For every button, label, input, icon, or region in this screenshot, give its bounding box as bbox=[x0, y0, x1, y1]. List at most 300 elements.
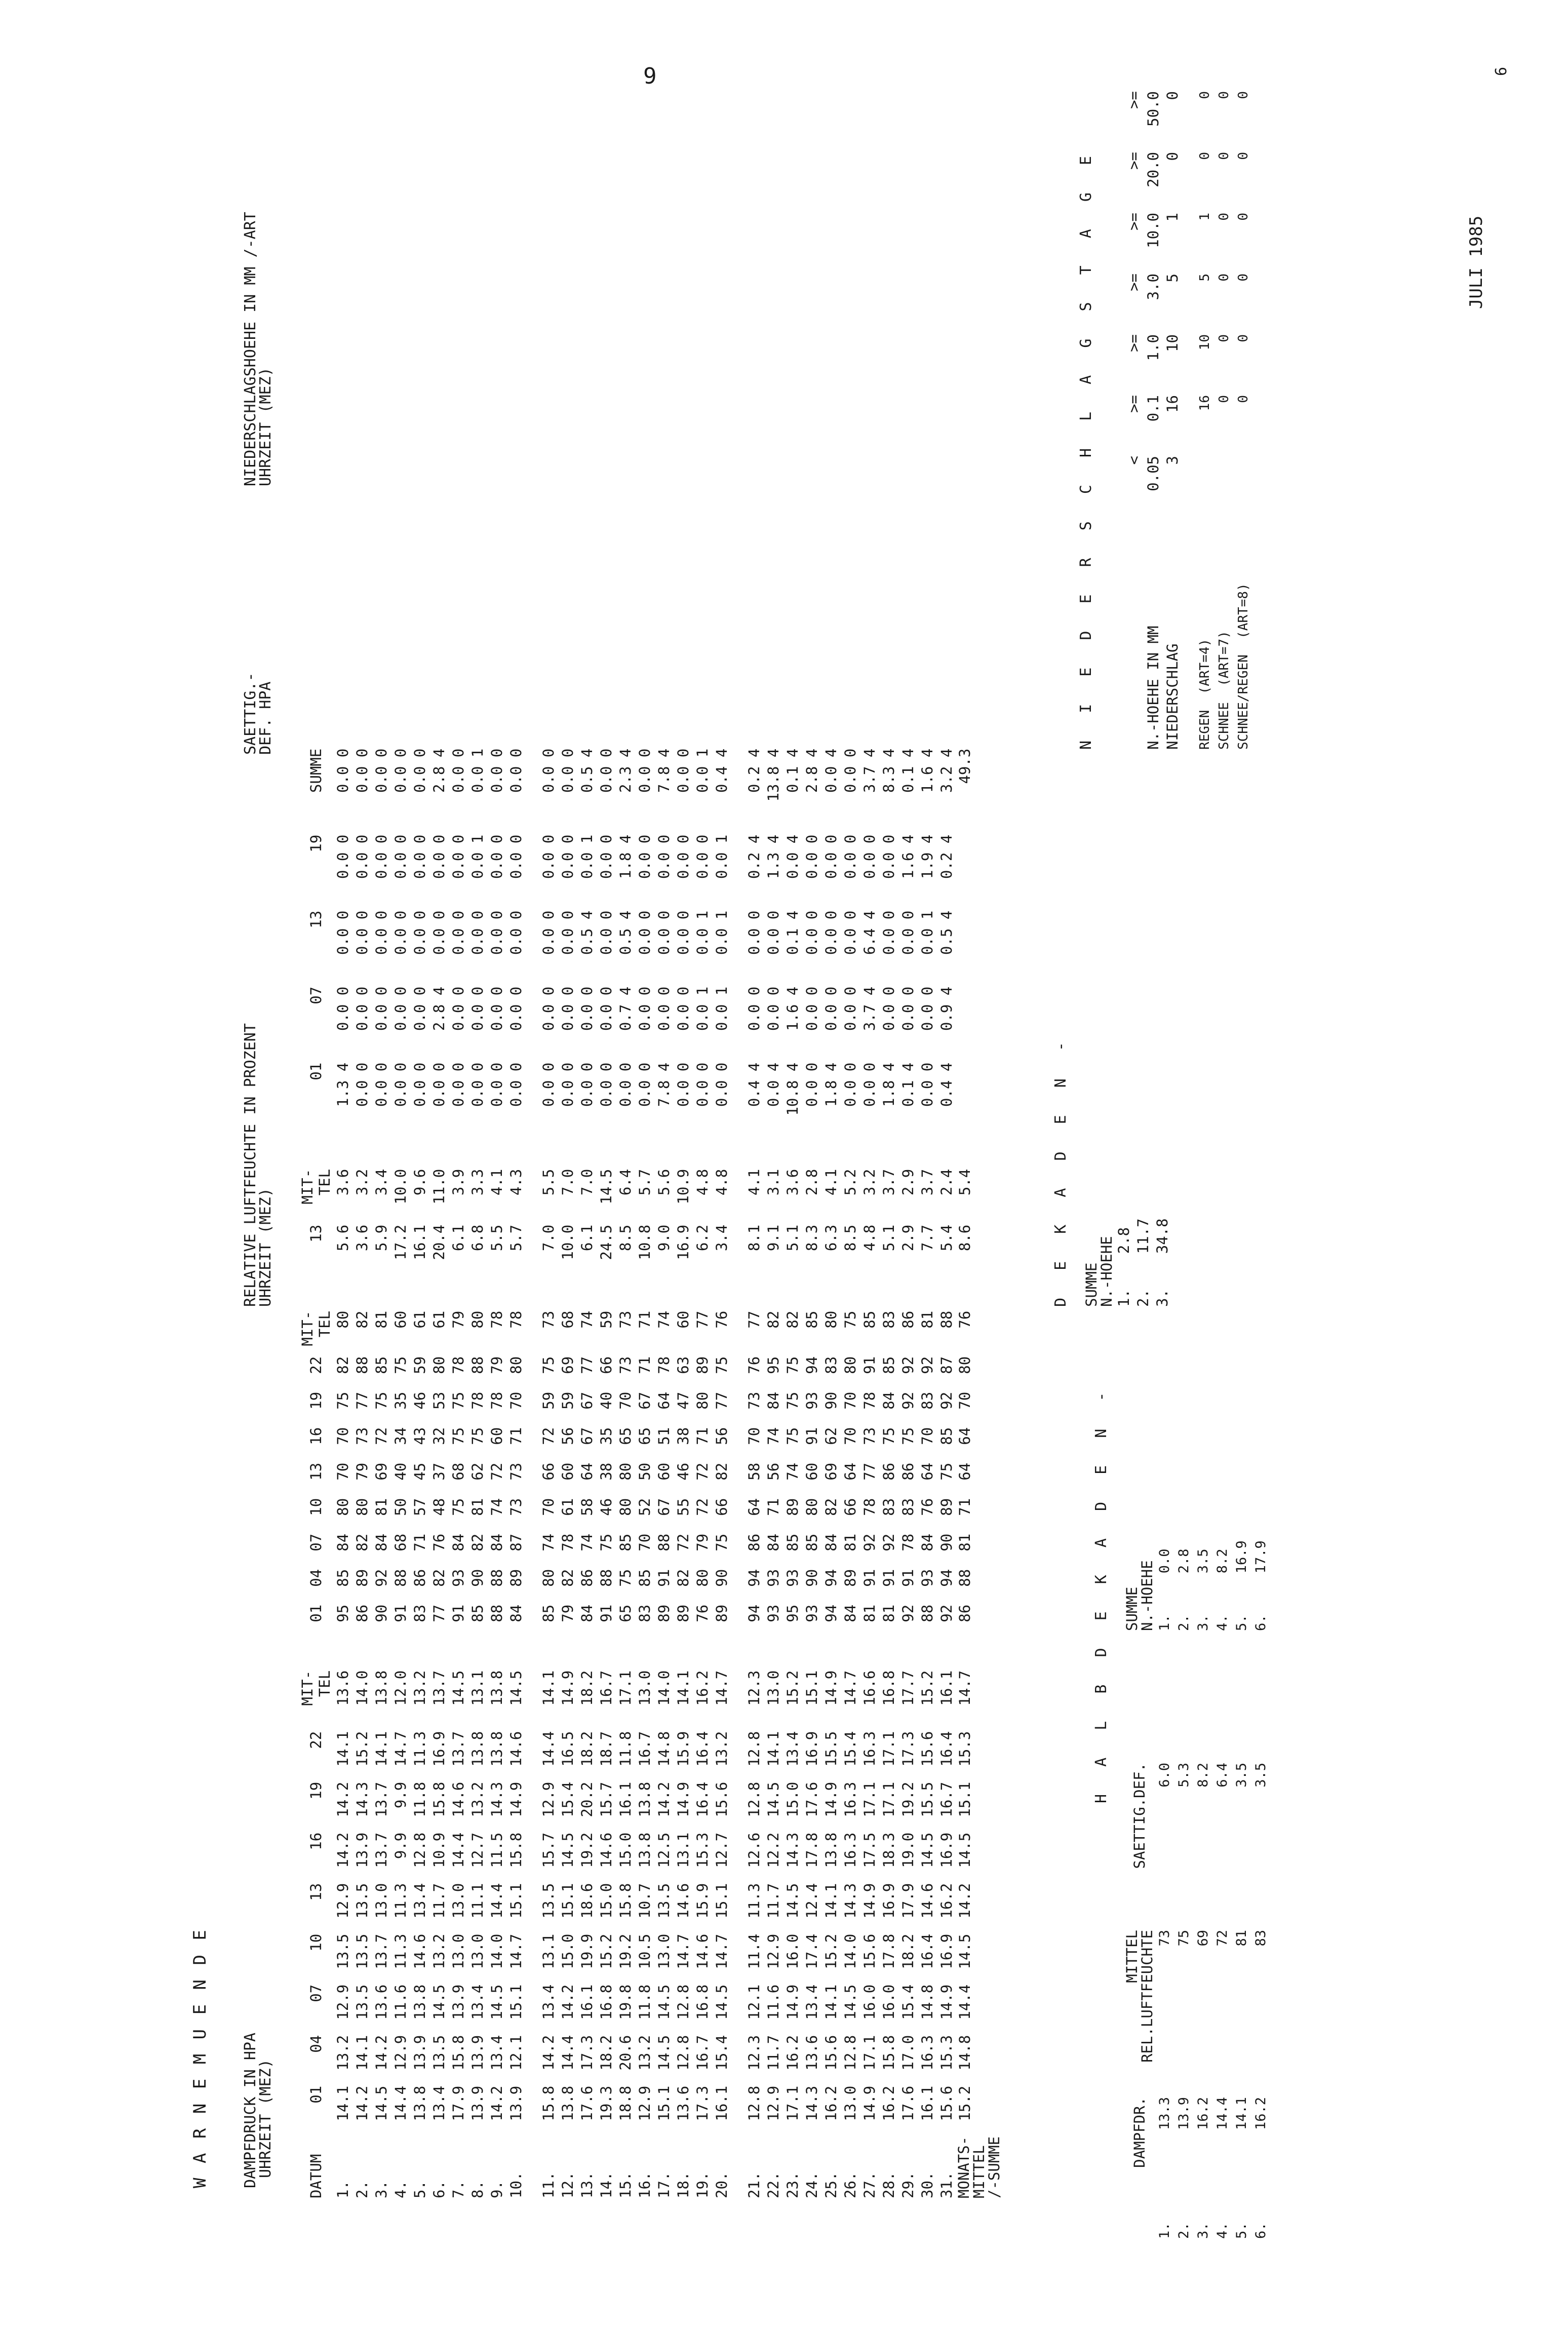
dp-cell: 12.8 bbox=[746, 2085, 763, 2121]
monats-rh-mittel: 76 bbox=[956, 1310, 973, 1329]
rh-cell: 81 bbox=[842, 1533, 859, 1551]
spacer bbox=[635, 1139, 654, 1169]
dp-cell: 16.1 bbox=[617, 1781, 634, 1817]
pr-cell: 0.0 0 bbox=[430, 910, 448, 955]
rh-cell: 90 bbox=[469, 1569, 486, 1587]
rh-cell: 95 bbox=[765, 1356, 782, 1374]
rh-cell: 90 bbox=[803, 1569, 820, 1587]
hd-sum: 1. 0.0 bbox=[1156, 1548, 1172, 1631]
rh-cell: 59 bbox=[559, 1391, 576, 1410]
datum-cell: 24. bbox=[803, 2171, 820, 2198]
rh-cell: 70 bbox=[842, 1391, 859, 1410]
rh-cell: 82 bbox=[713, 1462, 730, 1481]
pr-summe-cell: 2.3 4 bbox=[617, 748, 634, 793]
datum-cell: 16. bbox=[636, 2171, 653, 2198]
hd-sd: 6.4 bbox=[1214, 1763, 1230, 1788]
rh-mittel-cell: 75 bbox=[842, 1310, 859, 1329]
rh-cell: 88 bbox=[488, 1604, 505, 1622]
sat13-cell: 5.5 bbox=[488, 1224, 505, 1252]
pr-cell: 0.0 0 bbox=[842, 986, 859, 1031]
rh-mittel-cell: 88 bbox=[938, 1310, 955, 1329]
rh-cell: 85 bbox=[784, 1533, 801, 1551]
sat-mittel-cell: 3.2 bbox=[861, 1169, 878, 1196]
pr-summe-cell: 0.0 0 bbox=[392, 748, 409, 793]
hd-rh: 72 bbox=[1214, 1930, 1230, 1947]
dp-cell: 12.3 bbox=[746, 2035, 763, 2071]
rh-cell: 90 bbox=[822, 1391, 840, 1410]
rh-cell: 84 bbox=[919, 1533, 936, 1551]
nt-art-cell: 0 bbox=[1236, 274, 1251, 282]
rh-cell: 76 bbox=[919, 1498, 936, 1516]
dp-hour-header: 13 bbox=[307, 1883, 325, 1901]
niederschlagstage-table bbox=[1124, 91, 1253, 750]
rh-mittel-cell: 82 bbox=[354, 1310, 371, 1329]
sat-mittel-cell: 10.9 bbox=[675, 1169, 692, 1205]
pr-cell: 0.0 1 bbox=[713, 834, 730, 879]
dekaden-title: D E K A D E N - bbox=[1052, 1033, 1070, 1307]
rh-cell: 94 bbox=[938, 1569, 955, 1587]
dp-hour-header: 22 bbox=[307, 1731, 325, 1749]
dp-cell: 14.5 bbox=[765, 1781, 782, 1817]
monats-sat-mittel: 5.4 bbox=[956, 1169, 973, 1196]
rh-cell: 83 bbox=[636, 1604, 653, 1622]
dp-cell: 15.1 bbox=[559, 1883, 576, 1919]
rh-cell: 70 bbox=[842, 1427, 859, 1445]
rh-cell: 60 bbox=[488, 1427, 505, 1445]
dp-cell: 15.0 bbox=[598, 1883, 615, 1919]
sat-mittel-cell: 3.6 bbox=[334, 1169, 351, 1196]
saettig-header: SAETTIG.- DEF. HPA bbox=[242, 672, 275, 755]
dp-cell: 12.5 bbox=[655, 1832, 673, 1868]
spacer bbox=[764, 1139, 783, 1169]
dp-cell: 15.8 bbox=[617, 1883, 634, 1919]
pr-summe-cell: 0.0 0 bbox=[450, 748, 467, 793]
dp-cell: 13.5 bbox=[354, 1883, 371, 1919]
rh-cell: 91 bbox=[450, 1604, 467, 1622]
sat13-cell: 8.1 bbox=[746, 1224, 763, 1252]
dp-cell: 14.1 bbox=[822, 1984, 840, 2020]
pr-cell: 0.0 4 bbox=[784, 834, 801, 879]
pr-cell: 0.9 4 bbox=[938, 986, 955, 1031]
pr-hour-header: 01 bbox=[307, 1062, 325, 1080]
rh-mittel-cell: 83 bbox=[880, 1310, 897, 1329]
spacer bbox=[506, 1139, 526, 1169]
rh-cell: 93 bbox=[803, 1391, 820, 1410]
spacer bbox=[674, 1640, 693, 1671]
rh-cell: 78 bbox=[899, 1533, 917, 1551]
dp-cell: 14.4 bbox=[540, 1731, 557, 1767]
rh-cell: 66 bbox=[598, 1356, 615, 1374]
nt-niederschlag-cell: 5 bbox=[1164, 274, 1181, 283]
nt-threshold: 0.1 bbox=[1145, 395, 1162, 422]
dp-cell: 13.2 bbox=[469, 1781, 486, 1817]
rh-cell: 76 bbox=[694, 1604, 711, 1622]
pr-cell: 0.0 0 bbox=[598, 910, 615, 955]
rh-cell: 64 bbox=[842, 1462, 859, 1481]
sat13-cell: 5.6 bbox=[334, 1224, 351, 1252]
spacer bbox=[860, 1280, 879, 1311]
rh-cell: 88 bbox=[392, 1569, 409, 1587]
rh-cell: 70 bbox=[507, 1391, 525, 1410]
rh-cell: 70 bbox=[334, 1427, 351, 1445]
pr-cell: 0.0 1 bbox=[694, 986, 711, 1031]
pr-cell: 0.0 0 bbox=[559, 834, 576, 879]
rh-cell: 73 bbox=[507, 1462, 525, 1481]
spacer bbox=[674, 1139, 693, 1169]
pr-cell: 0.0 0 bbox=[540, 834, 557, 879]
dp-cell: 13.7 bbox=[373, 1933, 390, 1969]
rh-cell: 75 bbox=[784, 1391, 801, 1410]
rh-cell: 48 bbox=[430, 1498, 448, 1516]
nt-art-label: REGEN (ART=4) bbox=[1197, 638, 1212, 750]
table-row bbox=[783, 749, 802, 2198]
dp-hour-header: 16 bbox=[307, 1832, 325, 1850]
spacer bbox=[1195, 456, 1214, 517]
dp-cell: 14.9 bbox=[507, 1781, 525, 1817]
hd-col-header: MITTEL REL.LUFTFEUCHTE bbox=[1123, 1930, 1156, 2063]
dp-cell: 13.0 bbox=[469, 1933, 486, 1969]
dp-cell: 11.3 bbox=[392, 1933, 409, 1969]
dp-cell: 12.4 bbox=[803, 1883, 820, 1919]
dp-cell: 13.9 bbox=[469, 2035, 486, 2071]
spacer bbox=[449, 1280, 468, 1311]
pr-summe-cell: 0.0 0 bbox=[559, 748, 576, 793]
sat-mittel-cell: 3.2 bbox=[354, 1169, 371, 1196]
spacer bbox=[468, 1139, 487, 1169]
pr-cell: 0.0 0 bbox=[334, 986, 351, 1031]
dp-mittel-cell: 14.1 bbox=[675, 1670, 692, 1706]
pr-cell: 0.0 0 bbox=[488, 834, 505, 879]
pr-cell: 0.0 0 bbox=[919, 986, 936, 1031]
table-row bbox=[352, 749, 372, 2198]
rh-cell: 82 bbox=[822, 1498, 840, 1516]
nt-art-cell: 0 bbox=[1236, 152, 1251, 160]
nt-niederschlag-cell: 0 bbox=[1164, 152, 1181, 161]
dp-cell: 17.3 bbox=[694, 2085, 711, 2121]
hd-sd: 3.5 bbox=[1233, 1763, 1249, 1788]
pr-summe-cell: 0.0 0 bbox=[334, 748, 351, 793]
pr-cell: 0.0 0 bbox=[392, 834, 409, 879]
pr-cell: 0.0 0 bbox=[469, 1062, 486, 1107]
dp-cell: 16.2 bbox=[938, 1883, 955, 1919]
dp-cell: 15.5 bbox=[822, 1731, 840, 1767]
pr-cell: 0.0 0 bbox=[488, 1062, 505, 1107]
spacer bbox=[468, 1280, 487, 1311]
pr-cell: 0.0 0 bbox=[354, 986, 371, 1031]
rh-cell: 78 bbox=[469, 1391, 486, 1410]
rh-cell: 74 bbox=[540, 1533, 557, 1551]
rh-cell: 86 bbox=[880, 1462, 897, 1481]
hd-header-row bbox=[1124, 1464, 1155, 2239]
dp-cell: 14.4 bbox=[559, 2035, 576, 2071]
dp-cell: 16.1 bbox=[919, 2085, 936, 2121]
pr-cell: 0.0 0 bbox=[507, 1062, 525, 1107]
dp-cell: 9.9 bbox=[392, 1832, 409, 1859]
pr-cell: 0.0 0 bbox=[411, 910, 428, 955]
dp-cell: 12.9 bbox=[765, 2085, 782, 2121]
rh-cell: 62 bbox=[469, 1462, 486, 1481]
rh-cell: 65 bbox=[617, 1604, 634, 1622]
rh-cell: 37 bbox=[430, 1462, 448, 1481]
station-title: W A R N E M U E N D E bbox=[190, 1928, 210, 2188]
pr-summe-cell: 0.2 4 bbox=[746, 748, 763, 793]
spacer bbox=[391, 1139, 410, 1169]
spacer bbox=[333, 1640, 352, 1671]
dp-cell: 12.8 bbox=[746, 1781, 763, 1817]
rh-cell: 53 bbox=[430, 1391, 448, 1410]
gap-cell bbox=[526, 2137, 539, 2198]
dekaden-table bbox=[1084, 1175, 1172, 1307]
pr-summe-cell: 7.8 4 bbox=[655, 748, 673, 793]
rh-cell: 86 bbox=[411, 1569, 428, 1587]
dp-cell: 10.9 bbox=[430, 1832, 448, 1868]
pr-cell: 0.0 0 bbox=[373, 1062, 390, 1107]
table-row bbox=[487, 749, 506, 2198]
rh-cell: 89 bbox=[507, 1569, 525, 1587]
pr-cell: 0.0 0 bbox=[880, 986, 897, 1031]
spacer bbox=[299, 1640, 333, 1671]
dp-cell: 11.6 bbox=[392, 1984, 409, 2020]
monats-rh-cell: 70 bbox=[956, 1391, 973, 1410]
spacer bbox=[449, 1139, 468, 1169]
rh-cell: 85 bbox=[636, 1569, 653, 1587]
dp-cell: 19.3 bbox=[598, 2085, 615, 2121]
sat-mittel-cell: 4.3 bbox=[507, 1169, 525, 1196]
month-title: JULI 1985 bbox=[1466, 215, 1486, 309]
rh-cell: 82 bbox=[354, 1533, 371, 1551]
rh-hour-header: 04 bbox=[307, 1569, 325, 1587]
dk-row bbox=[1133, 1175, 1153, 1307]
spacer bbox=[956, 911, 1002, 987]
dp-mittel-cell: 13.6 bbox=[334, 1670, 351, 1706]
dp-hour-header: 10 bbox=[307, 1933, 325, 1952]
dp-cell: 14.9 bbox=[938, 1984, 955, 2020]
dp-cell: 13.5 bbox=[354, 1933, 371, 1969]
dp-cell: 14.2 bbox=[354, 2085, 371, 2121]
dp-mittel-cell: 14.0 bbox=[655, 1670, 673, 1706]
spacer bbox=[821, 1280, 841, 1311]
table-row bbox=[918, 749, 937, 2198]
nt-op: >= bbox=[1125, 152, 1143, 170]
monats-dp-cell: 15.2 bbox=[956, 2085, 973, 2121]
dp-cell: 14.4 bbox=[450, 1832, 467, 1868]
spacer bbox=[616, 1280, 635, 1311]
pr-cell: 0.0 0 bbox=[655, 834, 673, 879]
pr-cell: 1.9 4 bbox=[919, 834, 936, 879]
spacer bbox=[841, 1640, 860, 1671]
rotated-table-page bbox=[132, 0, 1568, 2249]
sat13-cell: 24.5 bbox=[598, 1224, 615, 1260]
pr-cell: 0.0 0 bbox=[842, 910, 859, 955]
rh-cell: 84 bbox=[373, 1533, 390, 1551]
dp-cell: 14.1 bbox=[334, 1731, 351, 1767]
dp-cell: 14.1 bbox=[373, 1731, 390, 1767]
rh-mittel-cell: 61 bbox=[411, 1310, 428, 1329]
nt-threshold: 0.05 bbox=[1145, 456, 1162, 491]
rh-cell: 81 bbox=[469, 1498, 486, 1516]
pr-cell: 0.0 0 bbox=[880, 834, 897, 879]
dp-cell: 13.9 bbox=[450, 1984, 467, 2020]
sat-mittel-cell: 4.8 bbox=[713, 1169, 730, 1196]
dp-cell: 13.4 bbox=[784, 1731, 801, 1767]
datum-cell: 17. bbox=[655, 2171, 673, 2198]
rh-cell: 95 bbox=[784, 1604, 801, 1622]
spacer bbox=[879, 1280, 898, 1311]
rh-cell: 92 bbox=[919, 1356, 936, 1374]
sat13-cell: 5.4 bbox=[938, 1224, 955, 1252]
datum-cell: 9. bbox=[488, 2181, 505, 2198]
dp-cell: 15.0 bbox=[617, 1832, 634, 1868]
pr-cell: 0.0 0 bbox=[540, 1062, 557, 1107]
pr-cell: 0.5 4 bbox=[938, 910, 955, 955]
spacer bbox=[616, 1139, 635, 1169]
rh-cell: 63 bbox=[675, 1356, 692, 1374]
spacer bbox=[783, 1640, 802, 1671]
rh-cell: 75 bbox=[373, 1391, 390, 1410]
dp-cell: 17.0 bbox=[899, 2035, 917, 2071]
dp-cell: 12.9 bbox=[334, 1984, 351, 2020]
dp-mittel-cell: 15.2 bbox=[784, 1670, 801, 1706]
nt-op: >= bbox=[1125, 274, 1143, 291]
dp-cell: 14.9 bbox=[822, 1781, 840, 1817]
sat13-cell: 8.5 bbox=[842, 1224, 859, 1252]
sat-mittel-cell: 3.1 bbox=[765, 1169, 782, 1196]
rh-mittel-cell: 85 bbox=[803, 1310, 820, 1329]
nt-threshold: 3.0 bbox=[1145, 274, 1162, 300]
rh-cell: 68 bbox=[450, 1462, 467, 1481]
nt-art-row bbox=[1214, 91, 1234, 750]
pr-summe-cell: 0.0 4 bbox=[822, 748, 840, 793]
dp-cell: 18.3 bbox=[880, 1832, 897, 1868]
rh-cell: 92 bbox=[899, 1604, 917, 1622]
pr-summe-cell: 0.0 0 bbox=[675, 748, 692, 793]
dp-cell: 16.9 bbox=[938, 1933, 955, 1969]
rh-cell: 75 bbox=[598, 1533, 615, 1551]
pr-cell: 0.0 0 bbox=[540, 986, 557, 1031]
datum-cell: 1. bbox=[334, 2181, 351, 2198]
monats-row bbox=[956, 749, 1002, 2198]
rh-cell: 51 bbox=[655, 1427, 673, 1445]
table-row bbox=[539, 749, 558, 2198]
rh-cell: 71 bbox=[694, 1427, 711, 1445]
pr-hour-header: 07 bbox=[307, 986, 325, 1004]
nt-art-row bbox=[1234, 91, 1253, 750]
spacer bbox=[744, 1139, 764, 1169]
rh-cell: 58 bbox=[746, 1462, 763, 1481]
rh-cell: 74 bbox=[488, 1498, 505, 1516]
hd-num: 5. bbox=[1233, 2222, 1249, 2239]
dp-cell: 16.2 bbox=[784, 2035, 801, 2071]
rh-cell: 52 bbox=[636, 1498, 653, 1516]
pr-cell: 0.0 0 bbox=[354, 834, 371, 879]
niederschlagstage-title: N I E D E R S C H L A G S T A G E bbox=[1077, 146, 1095, 750]
rh-cell: 74 bbox=[765, 1427, 782, 1445]
nt-threshold: 50.0 bbox=[1145, 91, 1162, 127]
dk-row bbox=[1114, 1175, 1133, 1307]
spacer bbox=[802, 1139, 821, 1169]
pr-summe-cell: 0.0 0 bbox=[842, 748, 859, 793]
datum-cell: 19. bbox=[694, 2171, 711, 2198]
nt-niederschlag-cell: 10 bbox=[1164, 334, 1181, 352]
nt-art-cell: 0 bbox=[1217, 395, 1232, 403]
row-gap bbox=[1182, 91, 1195, 750]
nt-threshold: 20.0 bbox=[1145, 152, 1162, 187]
spacer bbox=[654, 1139, 674, 1169]
rh-mittel-cell: 79 bbox=[450, 1310, 467, 1329]
dp-cell: 16.3 bbox=[842, 1832, 859, 1868]
rh-cell: 84 bbox=[334, 1533, 351, 1551]
spacer bbox=[468, 1640, 487, 1671]
spacer bbox=[1234, 456, 1253, 517]
pr-cell: 0.0 0 bbox=[354, 1062, 371, 1107]
dp-cell: 13.5 bbox=[334, 1933, 351, 1969]
dp-cell: 17.4 bbox=[803, 1933, 820, 1969]
rh-cell: 66 bbox=[842, 1498, 859, 1516]
spacer bbox=[558, 1280, 577, 1311]
dp-cell: 13.4 bbox=[430, 2085, 448, 2121]
rh-cell: 89 bbox=[655, 1604, 673, 1622]
pr-cell: 0.0 0 bbox=[469, 910, 486, 955]
dp-mittel-cell: 15.2 bbox=[919, 1670, 936, 1706]
rh-cell: 71 bbox=[411, 1533, 428, 1551]
rh-cell: 93 bbox=[803, 1604, 820, 1622]
dp-cell: 14.4 bbox=[392, 2085, 409, 2121]
pr-cell: 0.0 0 bbox=[488, 986, 505, 1031]
sat13-cell: 7.7 bbox=[919, 1224, 936, 1252]
rh-cell: 64 bbox=[919, 1462, 936, 1481]
spacer bbox=[506, 1280, 526, 1311]
rh-mittel-cell: 73 bbox=[540, 1310, 557, 1329]
rh-cell: 83 bbox=[822, 1356, 840, 1374]
sat13-cell: 16.1 bbox=[411, 1224, 428, 1260]
rh-cell: 71 bbox=[636, 1356, 653, 1374]
rh-cell: 88 bbox=[598, 1569, 615, 1587]
nt-art-cell: 0 bbox=[1197, 91, 1212, 99]
pr-summe-cell: 0.5 4 bbox=[578, 748, 596, 793]
monats-dp-cell: 14.4 bbox=[956, 1984, 973, 2020]
corner-mark: 6 bbox=[1493, 66, 1510, 76]
rh-cell: 77 bbox=[578, 1356, 596, 1374]
dp-cell: 14.9 bbox=[675, 1781, 692, 1817]
sat-mittel-cell: 6.4 bbox=[617, 1169, 634, 1196]
rh-cell: 88 bbox=[469, 1356, 486, 1374]
dp-cell: 13.5 bbox=[540, 1883, 557, 1919]
rh-cell: 70 bbox=[636, 1533, 653, 1551]
rh-mittel-cell: 82 bbox=[765, 1310, 782, 1329]
sat13-cell: 8.3 bbox=[803, 1224, 820, 1252]
spacer bbox=[937, 1280, 956, 1311]
sat13-cell: 10.8 bbox=[636, 1224, 653, 1260]
nt-niederschlag-cell: 16 bbox=[1164, 395, 1181, 413]
dp-mittel-cell: 17.7 bbox=[899, 1670, 917, 1706]
pr-cell: 0.0 0 bbox=[880, 910, 897, 955]
table-row bbox=[372, 749, 391, 2198]
datum-cell: 30. bbox=[919, 2171, 936, 2198]
rh-cell: 40 bbox=[392, 1462, 409, 1481]
dp-cell: 14.1 bbox=[765, 1731, 782, 1767]
spacer bbox=[352, 1280, 372, 1311]
sat-mittel-cell: 4.8 bbox=[694, 1169, 711, 1196]
sat-mittel-cell: 2.9 bbox=[899, 1169, 917, 1196]
rh-cell: 84 bbox=[488, 1533, 505, 1551]
rh-cell: 85 bbox=[803, 1533, 820, 1551]
pr-cell: 0.0 0 bbox=[507, 910, 525, 955]
table-row bbox=[635, 749, 654, 2198]
rh-cell: 66 bbox=[713, 1498, 730, 1516]
spacer bbox=[693, 1139, 712, 1169]
dk-cell: 1. 2.8 bbox=[1115, 1227, 1132, 1307]
rh-cell: 80 bbox=[617, 1462, 634, 1481]
